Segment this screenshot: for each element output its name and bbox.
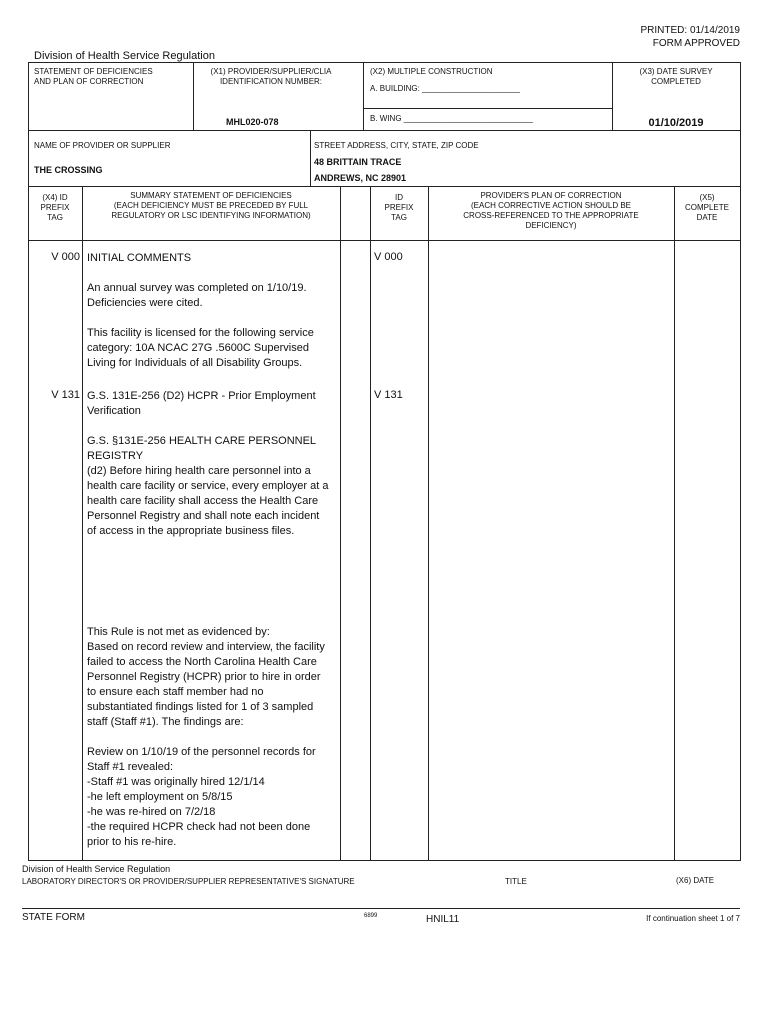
- address-line-2: ANDREWS, NC 28901: [314, 173, 407, 183]
- entry-id-tag: V 131: [374, 389, 403, 401]
- printed-date: PRINTED: 01/14/2019: [640, 25, 740, 36]
- building-label: A. BUILDING: ______________________: [370, 84, 520, 93]
- event-id: HNIL11: [426, 914, 460, 925]
- entry-text: [87, 251, 339, 386]
- state-form-label: STATE FORM: [22, 912, 85, 923]
- x3-label: (X3) DATE SURVEY COMPLETED: [639, 67, 713, 86]
- paragraph: G.S. §131E-256 HEALTH CARE PERSONNEL REGISTRY (d2) Before hiring health care personnel into a health care facility or service, every employer at a health care facility shall access the Health Care Personnel Registry and shall note each incident of access in the appropriate business files.: [87, 435, 329, 537]
- x4-header: (X4) ID PREFIX TAG: [40, 193, 70, 222]
- paragraph: INITIAL COMMENTS: [87, 252, 192, 264]
- survey-date: 01/10/2019: [648, 117, 704, 129]
- provider-name: THE CROSSING: [34, 165, 103, 175]
- form-approved: FORM APPROVED: [652, 38, 740, 49]
- signature-label: LABORATORY DIRECTOR'S OR PROVIDER/SUPPLIER REPRESENTATIVE'S SIGNATURE: [22, 877, 355, 886]
- x1-label: (X1) PROVIDER/SUPPLIER/CLIA IDENTIFICATION NUMBER:: [210, 67, 332, 86]
- paragraph: This facility is licensed for the following service category: 10A NCAC 27G .5600C Supervised Living for Individuals of all Disability Groups.: [87, 327, 314, 369]
- provider-name-label: NAME OF PROVIDER OR SUPPLIER: [34, 141, 171, 150]
- address-label: STREET ADDRESS, CITY, STATE, ZIP CODE: [314, 141, 479, 150]
- entry-text: [87, 389, 339, 554]
- statement-label: STATEMENT OF DEFICIENCIES AND PLAN OF CORRECTION: [34, 67, 153, 86]
- x5-header: (X5) COMPLETE DATE: [684, 193, 729, 222]
- agency-title: Division of Health Service Regulation: [34, 50, 215, 62]
- paragraph: An annual survey was completed on 1/10/19. Deficiencies were cited.: [87, 282, 307, 309]
- address-line-1: 48 BRITTAIN TRACE: [314, 157, 402, 167]
- summary-header: SUMMARY STATEMENT OF DEFICIENCIES (EACH DEFICIENCY MUST BE PRECEDED BY FULL REGULATORY OR LSC IDENTIFYING INFORMATION): [111, 191, 311, 220]
- provider-id-number: MHL020-078: [226, 117, 279, 127]
- date-label: (X6) DATE: [676, 876, 715, 885]
- paragraph: Review on 1/10/19 of the personnel records for Staff #1 revealed: -Staff #1 was originally hired 12/1/14 -he left employment on 5/8/15 -he was re-hired on 7/2/18 -the required HCPR check had not been done prior to his re-hire.: [87, 746, 316, 848]
- paragraph: G.S. 131E-256 (D2) HCPR - Prior Employment Verification: [87, 390, 316, 417]
- plan-header: PROVIDER'S PLAN OF CORRECTION (EACH CORRECTIVE ACTION SHOULD BE CROSS-REFERENCED TO THE APPROPRIATE DEFICIENCY): [463, 191, 639, 230]
- paragraph: This Rule is not met as evidenced by: Based on record review and interview, the facility failed to access the North Carolina Health Care Personnel Registry (HCPR) prior to hire in order to ensure each staff member had no substantiated findings listed for 1 of 3 sampled staff (Staff #1). The findings are:: [87, 626, 325, 728]
- wing-label: B. WING _____________________________: [370, 114, 533, 123]
- x2-label: (X2) MULTIPLE CONSTRUCTION: [370, 67, 493, 76]
- id-prefix-header: ID PREFIX TAG: [384, 193, 414, 222]
- entry-tag: V 131: [51, 389, 80, 401]
- footer-agency: Division of Health Service Regulation: [22, 864, 171, 874]
- title-label: TITLE: [505, 877, 527, 886]
- entry-tag: V 000: [51, 251, 80, 263]
- entry-id-tag: V 000: [374, 251, 403, 263]
- continuation-sheet: If continuation sheet 1 of 7: [646, 914, 740, 923]
- findings-text: [87, 625, 339, 865]
- form-code: 6899: [364, 913, 378, 919]
